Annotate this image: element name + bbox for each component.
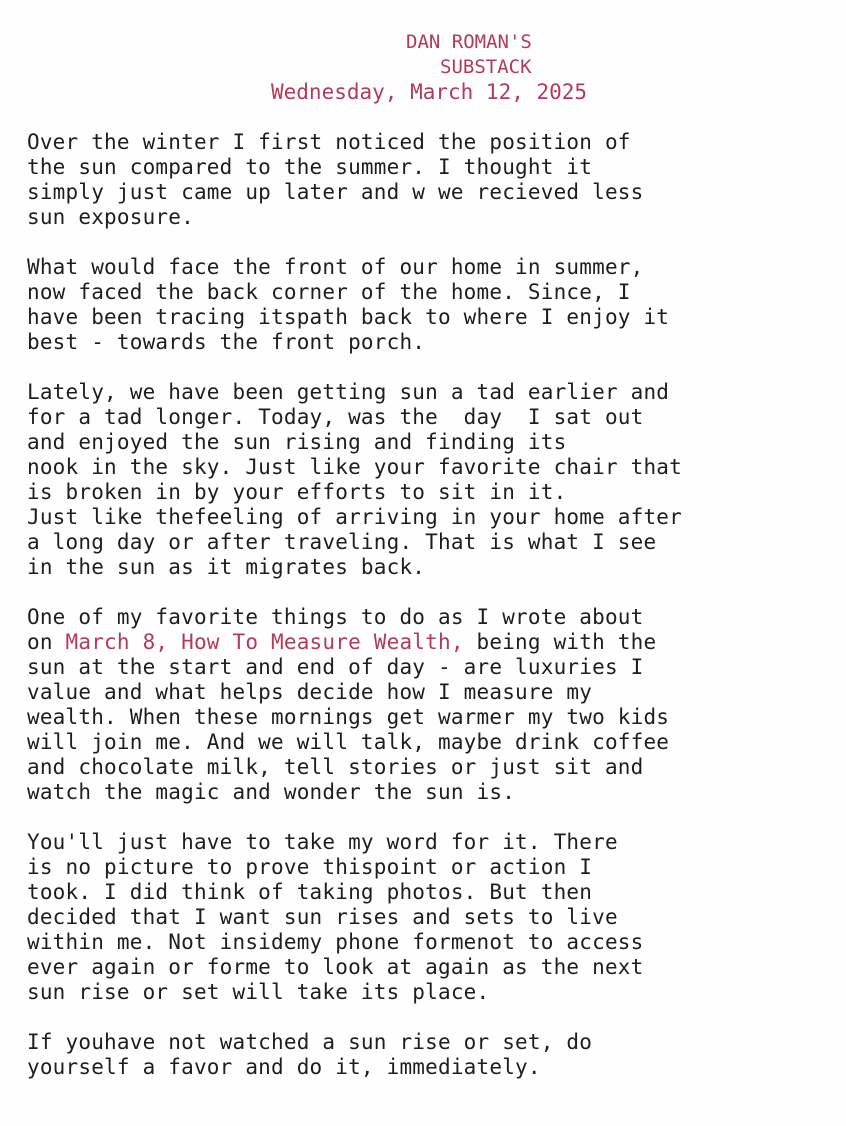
text-line: Over the winter I first noticed the position of	[27, 130, 631, 154]
text-line: in the sun as it migrates back.	[27, 555, 426, 579]
text-line-with-link	[27, 630, 817, 655]
paragraph-4	[27, 605, 817, 805]
text-line: and chocolate milk, tell stories or just sit and	[27, 755, 644, 779]
text-line: within me. Not insidemy phone formenot to access	[27, 930, 644, 954]
article-link-measure-wealth[interactable]: March 8, How To Measure Wealth,	[65, 630, 464, 654]
paragraph-1	[27, 130, 817, 230]
text-line: ever again or forme to look at again as the next	[27, 955, 644, 979]
line-prefix: on	[27, 630, 66, 654]
text-line: You'll just have to take my word for it. There	[27, 830, 618, 854]
text-line: simply just came up later and w we recieved less	[27, 180, 644, 204]
text-line: Lately, we have been getting sun a tad earlier and	[27, 380, 670, 404]
text-line: best - towards the front porch.	[27, 330, 426, 354]
paragraph-5	[27, 830, 817, 1005]
header-date: Wednesday, March 12, 2025	[271, 80, 588, 104]
text-line: now faced the back corner of the home. Since, I	[27, 280, 631, 304]
text-line: sun exposure.	[27, 205, 194, 229]
text-line: watch the magic and wonder the sun is.	[27, 780, 516, 804]
text-line: is broken in by your efforts to sit in it.	[27, 480, 567, 504]
paragraph-3	[27, 380, 817, 580]
text-line: value and what helps decide how I measure my	[27, 680, 593, 704]
text-line: the sun compared to the summer. I thought it	[27, 155, 593, 179]
header-title-line1: DAN ROMAN'S	[406, 31, 532, 53]
text-line: decided that I want sun rises and sets to live	[27, 905, 618, 929]
text-line: wealth. When these mornings get warmer my two kids	[27, 705, 670, 729]
article-body	[27, 130, 817, 1105]
text-line: Just like thefeeling of arriving in your home after	[27, 505, 682, 529]
text-line: yourself a favor and do it, immediately.	[27, 1055, 541, 1079]
paragraph-2	[27, 255, 817, 355]
text-line: for a tad longer. Today, was the day I sat out	[27, 405, 644, 429]
text-line: will join me. And we will talk, maybe drink coffee	[27, 730, 670, 754]
text-line: What would face the front of our home in summer,	[27, 255, 644, 279]
text-line: nook in the sky. Just like your favorite chair that	[27, 455, 682, 479]
text-line: a long day or after traveling. That is what I see	[27, 530, 657, 554]
text-line: sun rise or set will take its place.	[27, 980, 490, 1004]
text-line: is no picture to prove thispoint or action I	[27, 855, 593, 879]
header-title-line2: SUBSTACK	[440, 56, 532, 78]
text-line: One of my favorite things to do as I wrote about	[27, 605, 644, 629]
text-line: If youhave not watched a sun rise or set, do	[27, 1030, 593, 1054]
line-suffix: being with the	[463, 630, 657, 654]
paragraph-6	[27, 1030, 817, 1080]
text-line: and enjoyed the sun rising and finding its	[27, 430, 567, 454]
text-line: sun at the start and end of day - are luxuries I	[27, 655, 644, 679]
text-line: have been tracing itspath back to where I enjoy it	[27, 305, 670, 329]
text-line: took. I did think of taking photos. But then	[27, 880, 593, 904]
